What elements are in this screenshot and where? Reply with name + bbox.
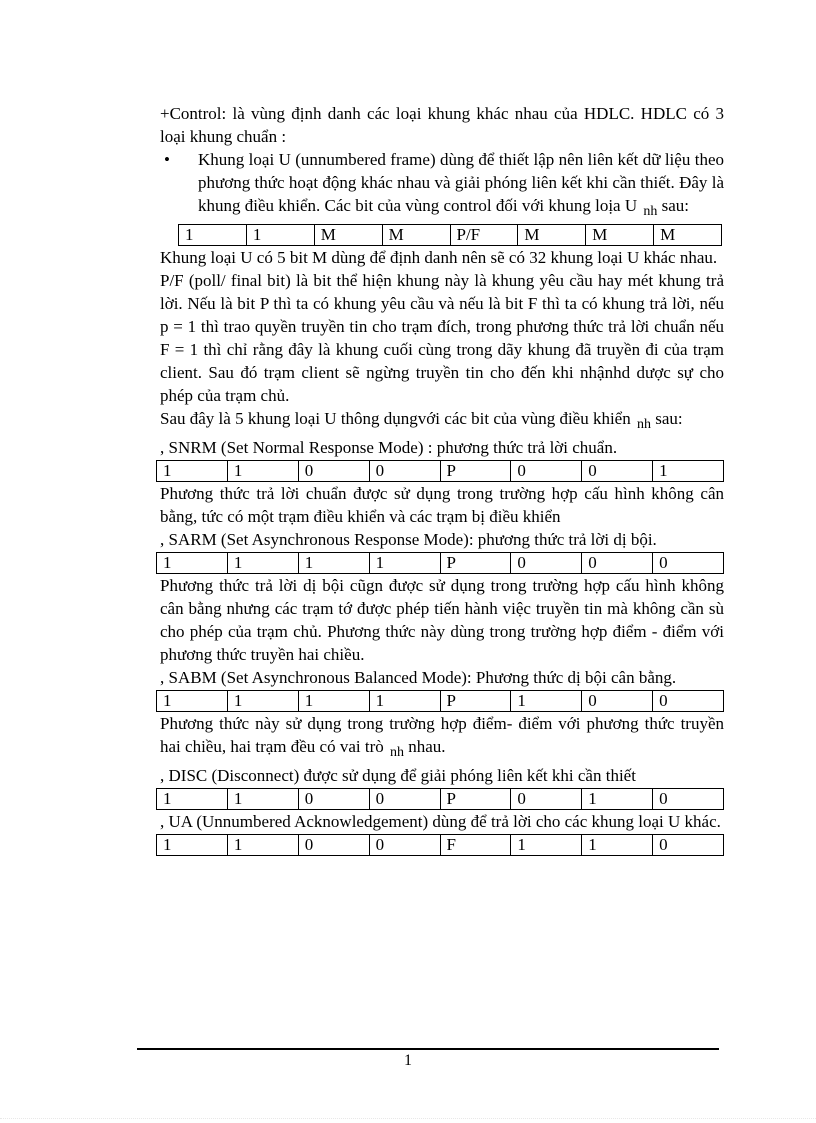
five-frames-sub: nh xyxy=(636,417,651,432)
page-bottom-border xyxy=(0,1118,816,1119)
u-frame-sub: nh xyxy=(643,204,658,219)
bit-cell: F xyxy=(440,835,511,856)
bit-cell: 0 xyxy=(653,835,724,856)
sabm-title: , SABM (Set Asynchronous Balanced Mode): Phương thức dị bội cân bằng. xyxy=(160,668,677,687)
bit-cell: M xyxy=(382,225,450,246)
bit-cell: 1 xyxy=(157,835,228,856)
five-frames-tail: sau: xyxy=(655,409,683,428)
page-content xyxy=(160,102,724,856)
bit-cell: 1 xyxy=(653,461,724,482)
bit-cell: 1 xyxy=(246,225,314,246)
bit-cell: 0 xyxy=(653,553,724,574)
bit-cell: M xyxy=(518,225,586,246)
bit-cell: 1 xyxy=(298,553,369,574)
bit-cell: 0 xyxy=(511,553,582,574)
u-frame-tail: sau: xyxy=(661,196,690,215)
bit-cell: P xyxy=(440,461,511,482)
bit-cell: 0 xyxy=(653,789,724,810)
bit-cell: 0 xyxy=(582,461,653,482)
bit-cell: 1 xyxy=(157,461,228,482)
bit-cell: P xyxy=(440,789,511,810)
snrm-desc: Phương thức trả lời chuẩn được sử dụng trong trường hợp cấu hình không cân bằng, tức có một trạm điều khiển và các trạm bị điều khiển xyxy=(160,484,724,526)
snrm-title: , SNRM (Set Normal Response Mode) : phương thức trả lời chuẩn. xyxy=(160,438,618,457)
bit-cell: 0 xyxy=(511,789,582,810)
bit-cell: 1 xyxy=(157,789,228,810)
bit-cell: 0 xyxy=(298,835,369,856)
bit-cell: 1 xyxy=(582,835,653,856)
sabm-desc-sub: nh xyxy=(390,745,404,760)
bit-cell: 0 xyxy=(369,461,440,482)
bit-cell: 0 xyxy=(298,461,369,482)
bullet-u-frame xyxy=(160,148,724,223)
bit-cell: P xyxy=(440,553,511,574)
bullet-icon: • xyxy=(164,150,170,169)
u-frame-text: Khung loại U (unnumbered frame) dùng để thiết lập nên liên kết dữ liệu theo phương thức hoạt động khác nhau và giải phóng liên kết khi cần thiết. Đây là khung điều khiển. Các bit của vùng control đối với khung loịa U xyxy=(198,150,724,215)
bit-cell: 1 xyxy=(157,691,228,712)
snrm-bits-table xyxy=(156,460,724,482)
ua-title: , UA (Unnumbered Acknowledgement) dùng để trả lời cho các khung loại U khác. xyxy=(160,812,721,831)
bit-cell: 0 xyxy=(653,691,724,712)
para-pf: P/F (poll/ final bit) là bit thể hiện khung này là khung yêu cầu hay mét khung trả lời. Nếu là bit P thì ta có khung yêu cầu và nếu là bit F thì ta có khung trả lời, nếu p = 1 thì trao quyền truyền tin cho trạm đích, trong phương thức trả lời chuẩn nếu F = 1 thì chỉ rằng đây là khung cuối cùng trong dãy khung đã truyền đi của trạm client. Sau đó trạm client sẽ ngừng truyền tin cho đến khi nhậnhd dược sự cho phép của trạm chủ. xyxy=(160,271,724,405)
sabm-desc xyxy=(160,712,724,764)
bit-cell: 1 xyxy=(227,789,298,810)
control-intro: +Control: là vùng định danh các loại khung khác nhau của HDLC. HDLC có 3 loại khung chuẩn : xyxy=(160,104,724,146)
bit-cell: 0 xyxy=(582,553,653,574)
bit-cell: 1 xyxy=(511,835,582,856)
para-five-frames xyxy=(160,407,724,436)
bit-cell: 1 xyxy=(227,691,298,712)
bit-cell: P xyxy=(440,691,511,712)
u-frame-bits-table xyxy=(178,224,722,246)
bit-cell: 1 xyxy=(227,835,298,856)
sabm-desc-tail: nhau. xyxy=(408,737,446,756)
bit-cell: 1 xyxy=(369,553,440,574)
footer-divider xyxy=(137,1048,719,1050)
bit-cell: M xyxy=(654,225,722,246)
bit-cell: 0 xyxy=(582,691,653,712)
bit-cell: M xyxy=(314,225,382,246)
bit-cell: 0 xyxy=(369,835,440,856)
bit-cell: P/F xyxy=(450,225,518,246)
bit-cell: 1 xyxy=(582,789,653,810)
sarm-bits-table xyxy=(156,552,724,574)
sarm-title: , SARM (Set Asynchronous Response Mode): phương thức trả lời dị bội. xyxy=(160,530,657,549)
bit-cell: 1 xyxy=(179,225,247,246)
five-frames-text: Sau đây là 5 khung loại U thông dụngvới các bit của vùng điều khiển xyxy=(160,409,631,428)
bit-cell: 1 xyxy=(227,553,298,574)
page-number: 1 xyxy=(404,1052,412,1069)
sabm-desc-text: Phương thức này sử dụng trong trường hợp điểm- điểm với phương thức truyền hai chiều, hai trạm đều có vai trò xyxy=(160,714,724,756)
disc-title: , DISC (Disconnect) được sử dụng để giải phóng liên kết khi cần thiết xyxy=(160,766,636,785)
sabm-bits-table xyxy=(156,690,724,712)
bit-cell: 0 xyxy=(511,461,582,482)
bit-cell: 1 xyxy=(298,691,369,712)
bit-cell: 1 xyxy=(227,461,298,482)
ua-bits-table xyxy=(156,834,724,856)
sarm-desc: Phương thức trả lời dị bội cũgn được sử dụng trong trường hợp cấu hình không cân bằng nhưng các trạm tớ được phép tiến hành việc truyền tin mà không cần sù cho phép của trạm chủ. Phương thức này dùng trong trường hợp điểm - điểm với phương thức truyền hai chiều. xyxy=(160,576,724,664)
bit-cell: 1 xyxy=(511,691,582,712)
bit-cell: 1 xyxy=(157,553,228,574)
para-m-bits: Khung loại U có 5 bit M dùng để định danh nên sẽ có 32 khung loại U khác nhau. xyxy=(160,248,718,267)
bit-cell: M xyxy=(586,225,654,246)
bit-cell: 0 xyxy=(369,789,440,810)
bit-cell: 1 xyxy=(369,691,440,712)
bit-cell: 0 xyxy=(298,789,369,810)
disc-bits-table xyxy=(156,788,724,810)
